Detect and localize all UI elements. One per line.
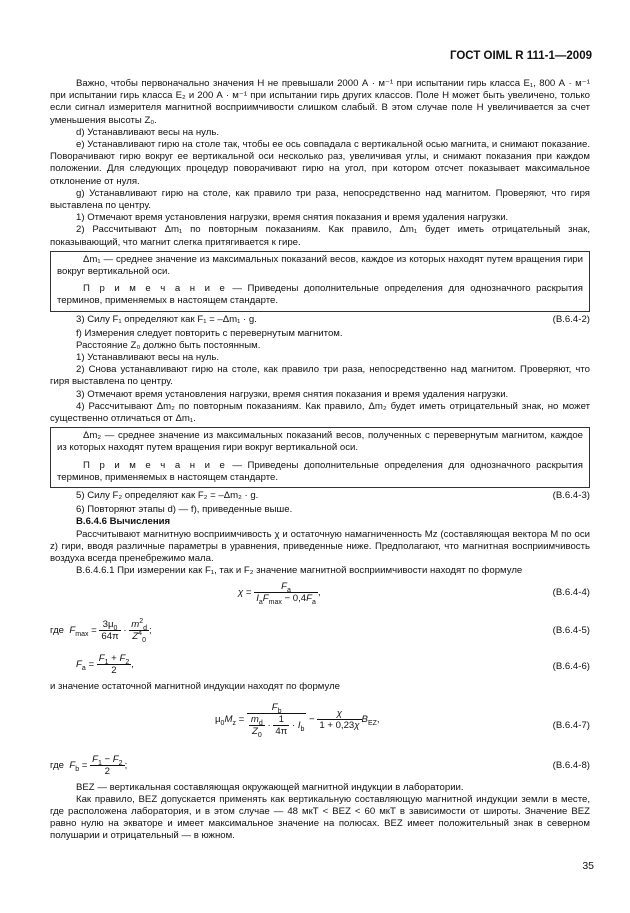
equation-number: (B.6.4-8): [552, 759, 590, 771]
paragraph: Важно, чтобы первоначально значения H не превышали 2000 А · м⁻¹ при испытании гирь класса E₁, 800 А · м⁻¹ при испытании гирь класса E₂ и 200 А · м⁻¹ при испытании гирь других классов. Поле H может быть увеличено, только если сигнал измерителя магнитной восприимчивости слишком слабый. В этом случае поле H увеличивается за счет уменьшения высоты Z₀.: [50, 78, 590, 126]
step-f-3: 3) Отмечают время установления нагрузки, время снятия показания и время удаления нагрузки.: [76, 388, 509, 400]
formula-b645: [50, 613, 590, 645]
note: [57, 283, 583, 307]
note: [57, 460, 583, 484]
page-body: [50, 78, 590, 843]
equation-number: (B.6.4-5): [552, 625, 590, 637]
step-d: d) Устанавливают весы на нуль.: [76, 126, 220, 138]
formula-body: где $F_{max}$ = $\frac{3\mu_0}{64\pi}$ · $\frac{m^2_d}{Z^4_0}$ ;: [50, 618, 152, 645]
equation-row: [50, 490, 590, 504]
step-f-4: 4) Рассчитывают Δm₂ по повторным показаниям. Как правило, Δm₂ будет иметь отрицательный знак, но может существенно отличаться от Δm₁.: [50, 400, 590, 425]
formula-b648: [50, 750, 590, 782]
definition-box-2: [50, 427, 590, 488]
definition-box-1: [50, 251, 590, 312]
paragraph: Как правило, BEZ допускается применять как вертикальную составляющую магнитной индукции земли в месте, где расположена лаборатория, и в этом случае — 48 мкТ < BEZ < 60 мкТ в зависимости от широты. Значение BEZ равно нулю на экваторе и имеет максимальное значение на полюсах. BEZ имеет положительный знак в северном полушарии и отрицательный — в южном.: [50, 793, 590, 842]
definition-text: Δm₁ — среднее значение из максимальных показаний весов, каждое из которых находят путем вращения гири вокруг вертикальной оси.: [57, 253, 583, 278]
formula-body: где $F_b$ = $\frac{F_1 - F_2}{2}$ ;: [50, 753, 128, 777]
paragraph: Расстояние Z₀ должно быть постоянным.: [76, 339, 261, 351]
note-text: — Приведены дополнительные определения для однозначного раскрытия терминов, применяемых в настоящем стандарте.: [57, 459, 583, 483]
step-f-6: 6) Повторяют этапы d) — f), приведенные выше.: [76, 504, 293, 516]
where-label: где: [50, 625, 65, 637]
equation-number: (B.6.4-6): [552, 661, 590, 673]
where-label: где: [50, 759, 65, 771]
step-f-1: 1) Устанавливают весы на нуль.: [76, 352, 220, 364]
step-g: g) Устанавливают гирю на столе, как правило три раза, непосредственно над магнитом. Проверяют, что гиря выставлена по центру.: [50, 187, 590, 212]
formula-body: $\mu_0M_z$ = $F_b$ $\frac{m_d}{Z_0}$ · $\frac{1}{4\pi}$ · $I_b$ − $\frac{\chi}{1 + 0,23\chi}$ $B_{EZ}$,: [215, 701, 380, 739]
formula-body: χ = $F_a$ $I_aF_{max} - 0,4F_a$ ,: [238, 581, 321, 607]
paragraph: B.6.4.6.1 При измерении как F₁, так и F₂ значение магнитной восприимчивости находят по формуле: [76, 565, 523, 577]
equation-number: (B.6.4-3): [552, 490, 590, 502]
formula-body: $F_a$ = $\frac{F_1 + F_2}{2}$ ,: [76, 653, 134, 677]
definition-bez: BEZ — вертикальная составляющая окружающей магнитной индукции в лаборатории.: [76, 781, 464, 793]
note-text: — Приведены дополнительные определения для однозначного раскрытия терминов, применяемых в настоящем стандарте.: [57, 283, 583, 307]
formula-b644: [50, 579, 590, 609]
step-f-5: 5) Силу F₂ определяют как F₂ = –Δm₂ · g.: [76, 490, 259, 502]
formula-b646: [50, 649, 590, 681]
page-number: 35: [582, 860, 594, 872]
note-label: П р и м е ч а н и е: [83, 283, 227, 295]
note-label: П р и м е ч а н и е: [83, 459, 227, 471]
step-f: f) Измерения следует повторить с перевернутым магнитом.: [76, 327, 343, 339]
equation-row: [50, 314, 590, 328]
paragraph: Рассчитывают магнитную восприимчивость χ и остаточную намагниченность Mz (составляющая вектора M по оси z) гири, вводя различные параметры в уравнения, приведенные ниже. Предполагают, что магнитная восприимчивость воздуха всегда пренебрежимо мала.: [50, 528, 590, 564]
equation-number: (B.6.4-2): [552, 313, 590, 325]
step-g-2: 2) Рассчитывают Δm₁ по повторным показаниям. Как правило, Δm₁ будет иметь отрицательный знак, показывающий, что магнит слегка притягивается к гире.: [50, 224, 590, 248]
equation-number: (B.6.4-4): [552, 587, 590, 599]
formula-b647: [50, 700, 590, 746]
equation-number: (B.6.4-7): [552, 719, 590, 731]
step-f-2: 2) Снова устанавливают гирю на столе, как правило три раза, непосредственно над магнитом. Проверяют, что гиря выставлена по центру.: [50, 364, 590, 388]
section-heading: B.6.4.6 Вычисления: [76, 516, 171, 528]
document-header: ГОСТ OIML R 111-1—2009: [449, 50, 592, 62]
definition-text: Δm₂ — среднее значение из максимальных показаний весов, полученных с перевернутым магнитом, каждое из которых находят путем вращения гири вокруг вертикальной оси.: [57, 430, 583, 454]
step-g-1: 1) Отмечают время установления нагрузки, время снятия показания и время удаления нагрузки.: [76, 212, 509, 224]
step-g-3: 3) Силу F₁ определяют как F₁ = –Δm₁ · g.: [76, 313, 257, 325]
step-e: e) Устанавливают гирю на столе так, чтобы ее ось совпадала с вертикальной осью магнита, и снимают показание. Поворачивают гирю вокруг ее вертикальной оси несколько раз, увеличивая углы, и снимают показания при каждом положении. Для следующих процедур поворачивают гирю на угол, при котором отсчет показывает максимальное отклонение от нуля.: [50, 139, 590, 187]
paragraph: и значение остаточной магнитной индукции находят по формуле: [50, 681, 340, 693]
